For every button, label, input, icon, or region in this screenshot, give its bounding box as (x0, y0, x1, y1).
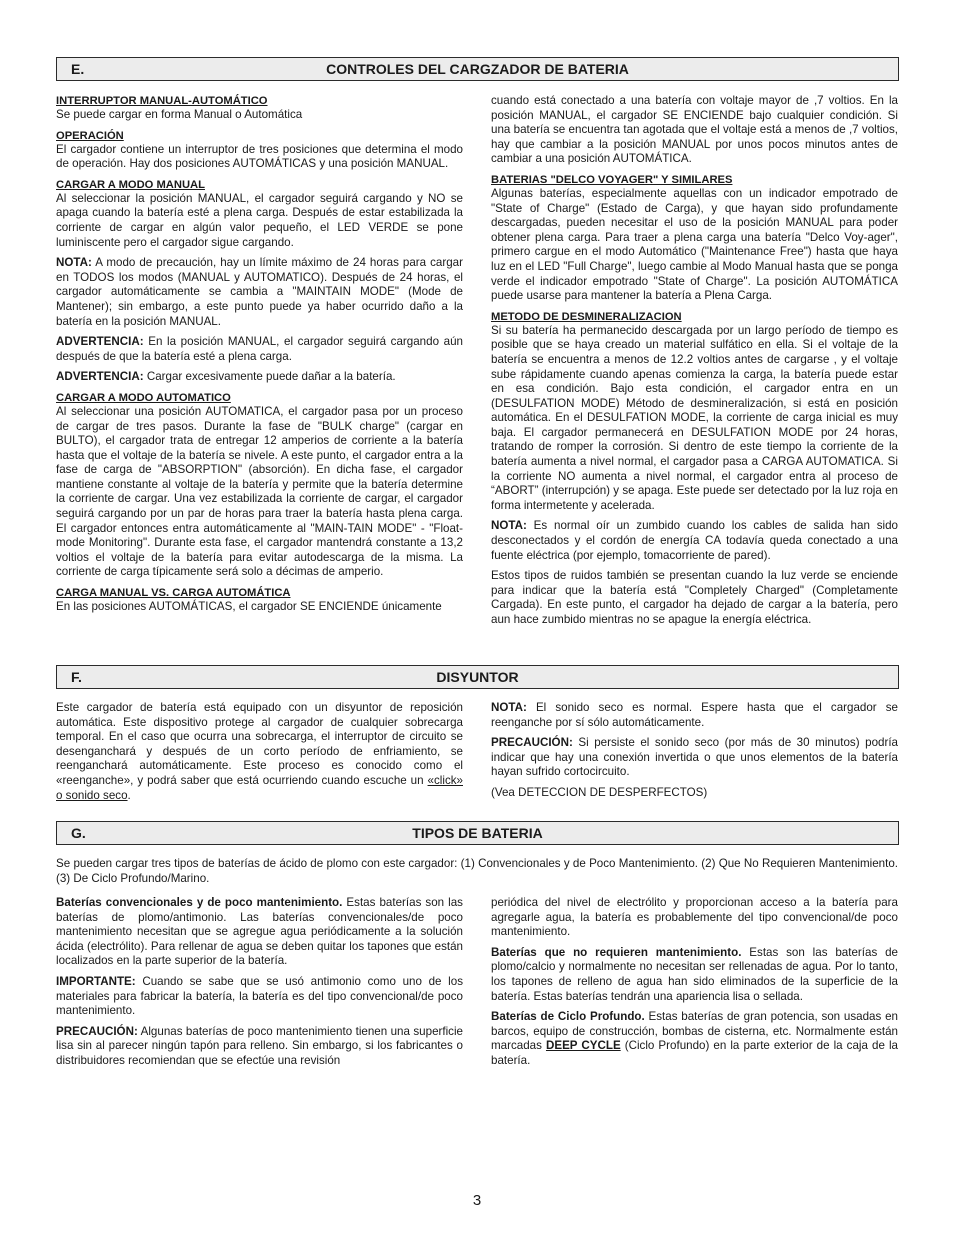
paragraph: Este cargador de batería está equipado con un disyuntor de reposición automática. Este dispositivo protege al cargador de cualquier sobrecarga temporal. En el caso que ocurra una sobrecarga, el interruptor de circuito se desenganchará y después de un corto período de enfriamiento, se reenganchará automáticamente. Este proceso es conocido como el «reenganche», y podrá saber que está ocurriendo cuando escuche un (56, 701, 463, 787)
paragraph: Cuando se sabe que se usó antimonio como uno de los materiales para fabricar la batería, la batería es del tipo convencional/de poco mantenimiento. (56, 974, 463, 1018)
subheading: INTERRUPTOR MANUAL-AUTOMÁTICO (56, 95, 268, 107)
interruptor-block (56, 94, 463, 123)
precaucion-continued (491, 896, 898, 940)
paragraph: Si persiste el sonido seco (por más de 30 minutos) podría indicar que hay una conexión invertida o que unos elementos de la batería hayan sufrido cortocircuito. (491, 736, 898, 779)
paragraph: periódica del nivel de electrólito y proporcionan acceso a la batería para agregarle agua, la batería es probablemente del tipo convencional/de poco mantenimiento. (491, 896, 898, 939)
manual-vs-auto-block (56, 586, 463, 615)
paragraph: cuando está conectado a una batería con voltaje mayor de ,7 voltios. En la posición MANUAL, el cargador SE ENCIENDE bajo cualquier condición. Si una batería se encuentra tan agotada que el voltaje está a menos de ,7 voltios, hay que cambiar a la posición MANUAL por unos pocos minutos antes de cambiar a una posición AUTOMÁTICA. (491, 94, 898, 166)
advertencia-block (56, 335, 463, 364)
paragraph: A modo de precaución, hay un límite máximo de 24 horas para cargar en TODOS los modos (MANUAL y AUTOMATICO). Después de 24 horas, el cargador automáticamente se cambia a "MAINTAIN MODE" (Mode de Mantener); sin embargo, a este punto puede ya haber ocurrido daño a la batería en la posición MANUAL. (56, 256, 463, 328)
section-e-right-column (491, 94, 898, 634)
label: ADVERTENCIA: (56, 335, 144, 349)
paragraph: Estas son las baterías de plomo/calcio y normalmente no necesitan ser rellenadas de agua. Por lo tanto, los tapones de relleno de agua han sido eliminados de la superficie de la batería. Estas baterías tendrán una apariencia lisa o sellada. (491, 945, 898, 1003)
label: Baterías convencionales y de poco mantenimiento. (56, 896, 343, 909)
subheading: CARGAR A MODO AUTOMATICO (56, 391, 231, 404)
advertencia-block (56, 370, 463, 385)
section-title: DISYUNTOR (436, 669, 519, 685)
paragraph: Algunas baterías, especialmente aquellas con un indicador empotrado de "State of Charge" (Estado de Carga), y que hayan sido profundamente descargadas, pueden necesitar el uso de la posición MANUAL para poder obtener plena carga. Para traer a plena carga una batería "Delco Voy-ager", primero cargue en el modo Automático ("Maintenance Free") hasta que haya luz en el LED "Full Charge", luego cambie al Modo Manual hasta que se ponga verde el indicador empotrado "State of Charge". La posición AUTOMÁTICA puede usarse para mantener la batería a Plena Carga. (491, 186, 898, 303)
section-letter: F. (71, 669, 82, 685)
convencionales-block (56, 896, 463, 969)
paragraph: Estas baterías son las baterías de plomo/antimonio. Las baterías convencionales/de poco mantenimiento necesitan que se agregue agua periódicamente a la solución ácida (electrólito). Para rellenar de agua se deben quitar los tapones que están localizados en la parte superior de la batería. (56, 896, 463, 968)
section-f-right-column (491, 701, 898, 807)
ciclo-profundo-block (491, 1010, 898, 1068)
subheading: METODO DE DESMINERALIZACION (491, 310, 682, 323)
intro-paragraph: Se pueden cargar tres tipos de baterías de ácido de plomo con este cargador: (1) Convencionales y de Poco Mantenimiento. (2) Que No Requieren Mantenimiento. (3) De Ciclo Profundo/Marino. (56, 857, 898, 885)
label: ADVERTENCIA: (56, 370, 144, 384)
subheading: OPERACIÓN (56, 129, 124, 142)
nota-block (56, 256, 463, 329)
paragraph: Estas baterías de gran potencia, son usadas en barcos, equipo de construcción, bombas de cisterna, etc. Normalmente están marcadas (491, 1010, 898, 1053)
label: PRECAUCIÓN: (491, 736, 573, 750)
deep-cycle-mark: DEEP CYCLE (545, 1039, 621, 1053)
label: NOTA: (56, 256, 92, 270)
precaucion-block (491, 736, 898, 780)
subheading: BATERIAS "DELCO VOYAGER" Y SIMILARES (491, 173, 733, 186)
label: PRECAUCIÓN: (56, 1024, 138, 1038)
nota-block (491, 701, 898, 730)
ruidos-block (491, 569, 898, 627)
paragraph: Es normal oír un zumbido cuando los cables de salida han sido desconectados y el cordón de energía CA todavía queda conectado a una fuente eléctrica (por ejemplo, tomacorriente de pared). (491, 519, 898, 562)
paragraph: El sonido seco es normal. Espere hasta que el cargador se reenganche por sí sólo automáticamente. (491, 701, 898, 729)
subheading: CARGAR A MODO MANUAL (56, 178, 205, 191)
disyuntor-paragraph (56, 701, 463, 803)
paragraph: Al seleccionar una posición AUTOMATICA, el cargador pasa por un proceso de cargar de tres pasos. Durante la fase de "BULK charge" (cargar en BULTO), el cargador trata de entregar 12 amperios de corriente a la batería hasta que el voltaje de la batería se nivele. A este punto, el cargador entra a la fase de carga de "ABSORPTION" (absorción). En dicha fase, el cargador mantiene constante al voltaje de la batería y permite que la batería determine la corriente de cargar. Una vez estabilizada la corriente de cargar, el cargador seguirá cargando por un par de horas para traer la batería hasta plena carga. El cargador entonces entra automáticamente al "MAIN-TAIN MODE" - "Float-mode Monitoring". Durante esta fase, el cargador mantendrá constante a 13,2 voltios el voltaje de la batería para evitar autodescarga de la misma. La corriente de carga típicamente será solo a décimas de amperio. (56, 404, 463, 579)
manual-vs-auto-continued (491, 94, 898, 167)
delco-block (491, 173, 898, 304)
nota-block (491, 519, 898, 563)
paragraph: (Vea DETECCION DE DESPERFECTOS) (491, 785, 708, 799)
paragraph: Se puede cargar en forma Manual o Automática (56, 108, 303, 121)
paragraph: (Ciclo Profundo) en la parte exterior de la caja de la batería. (491, 1039, 898, 1067)
label: Baterías que no requieren mantenimiento. (491, 945, 742, 959)
section-g-intro (56, 857, 898, 892)
section-letter: G. (71, 825, 86, 841)
click-term: «click» o sonido seco (56, 773, 463, 802)
section-e-left-column (56, 94, 463, 621)
section-g-right-column (491, 896, 898, 1075)
paragraph: El cargador contiene un interruptor de tres posiciones que determina el modo de operación. Hay dos posiciones AUTOMÁTICAS y una posición MANUAL. (56, 142, 463, 171)
label: Baterías de Ciclo Profundo. (491, 1010, 645, 1024)
paragraph: Algunas baterías de poco mantenimiento tienen una superficie lisa sin al parecer ningún tapón para relleno. Sin embargo, si los fabricantes o distribuidores recomiendan que se efectúe una revisión (56, 1024, 463, 1067)
label: IMPORTANTE: (56, 974, 136, 988)
no-mantenimiento-block (491, 946, 898, 1004)
paragraph: Al seleccionar la posición MANUAL, el cargador seguirá cargando y NO se apaga cuando la batería esté a plena carga. Después de estar estabilizada la corriente de cargar en algún valor pequeño, el LED VERDE se pone luminiscente pero el cargador sigue cargando. (56, 191, 463, 249)
period: . (127, 788, 131, 802)
label: NOTA: (491, 519, 527, 533)
desmineralizacion-block (491, 310, 898, 514)
importante-block (56, 975, 463, 1019)
section-letter: E. (71, 61, 85, 77)
page-number: 3 (472, 1192, 482, 1209)
section-g-left-column (56, 896, 463, 1075)
section-e-header (56, 57, 899, 81)
section-f-header (56, 665, 899, 689)
automatico-block (56, 391, 463, 580)
section-f-left-column (56, 701, 463, 809)
section-g-header (56, 821, 899, 845)
label: NOTA: (491, 701, 527, 714)
paragraph: En las posiciones AUTOMÁTICAS, el cargador SE ENCIENDE únicamente (56, 600, 442, 614)
paragraph: Si su batería ha permanecido descargada por un largo período de tiempo es posible que se haya creado un material sulfático en ella. Si el voltaje de la batería se encuentra a menos de 12.2 voltios antes de cargarse , y el voltaje sube rápidamente cuando apenas comienza la carga, la batería puede estar en esa condición. Bajo esta condición, el cargador entra en un (DESULFATION MODE) Método de desmineralización, si está en posición automática. En el DESULFATION MODE, la corriente de carga inicial es muy baja. El cargador permanecerá en DESULFATION MODE por 24 horas, tratando de romper la corrosión. Si dentro de este tiempo la corriente de la batería aumenta a nivel normal, el cargador pasa a CARGA AUTOMATICA. Si la corriente NO aumenta a nivel normal, el cargador entra al proceso de “ABORT” (interrupción) y se apaga. Este puede ser detectado por la luz roja en forma intermetente y acelerada. (491, 323, 898, 512)
paragraph: Estos tipos de ruidos también se presentan cuando la luz verde se enciende para indicar que la batería está "Completely Charged" (Completamente Cargada). En este punto, el cargador ha dejado de cargar a la batería, pero aun hace zumbido mientras no se apague la energía eléctrica. (491, 569, 898, 626)
section-title: TIPOS DE BATERIA (412, 825, 543, 841)
manual-block (56, 178, 463, 250)
section-title: CONTROLES DEL CARGZADOR DE BATERIA (326, 61, 629, 77)
precaucion-block (56, 1025, 463, 1069)
paragraph: En la posición MANUAL, el cargador seguirá cargando aún después de que la batería esté a plena carga. (56, 335, 463, 363)
operacion-block (56, 129, 463, 172)
subheading: CARGA MANUAL VS. CARGA AUTOMÁTICA (56, 587, 291, 600)
paragraph: Cargar excesivamente puede dañar a la batería. (146, 370, 396, 384)
vea-reference (491, 786, 898, 801)
